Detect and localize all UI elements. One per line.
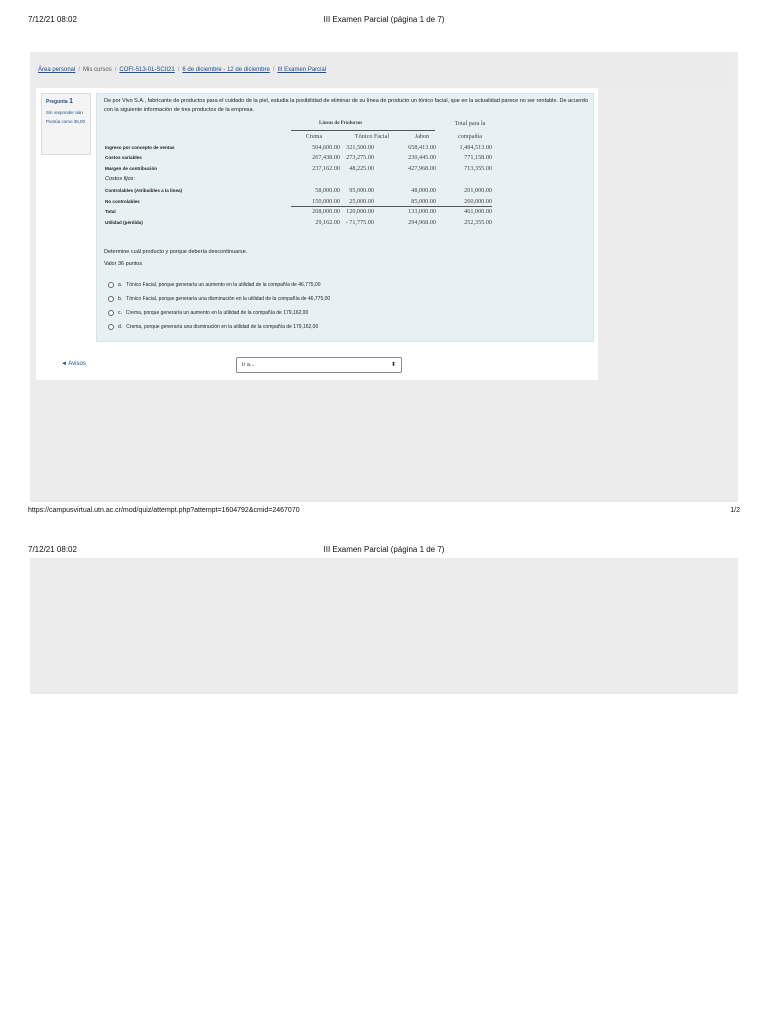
answer-letter: c. (118, 310, 122, 316)
table-row-label: Controlables (Atribuibles a la línea) (105, 187, 183, 193)
table-cell: - 71,775.00 (345, 219, 374, 227)
table-cell: 25,000.00 (349, 197, 374, 205)
table-row-label: Costos variables (105, 155, 142, 161)
table-cell: 252,355.00 (464, 219, 492, 227)
table-cell: 237,162.00 (312, 165, 340, 173)
table-cell: 1,484,513.00 (459, 143, 492, 151)
answer-text: Tónico Facial, porque generaría un aumento en la utilidad de la compañía de 46,775,00 (126, 282, 321, 288)
table-row (104, 196, 496, 207)
print-page-number: 1/2 (730, 507, 740, 514)
breadcrumb-courses[interactable]: Mis cursos (83, 67, 112, 73)
table-sum-line (291, 206, 492, 207)
answer-letter: d. (118, 324, 123, 330)
print-date-2: 7/12/21 08:02 (28, 545, 77, 554)
table-cell: 208,000.00 (312, 208, 340, 216)
table-row (104, 206, 496, 217)
answer-text: Crema, porque generaría un aumento en la utilidad de la compañía de 179,162,00 (125, 310, 309, 316)
table-cell: 713,355.00 (464, 165, 492, 173)
table-cell: 58,000.00 (315, 186, 340, 194)
table-row-label: No controlables (105, 198, 140, 204)
question-mark: Puntúa como 36,00 (46, 119, 86, 125)
table-header-row (104, 120, 496, 131)
table-cell: 658,413.00 (408, 143, 436, 151)
answer-text: Tónico Facial, porque generaría una disminución en la utilidad de la compañía de 46,775,00 (126, 296, 331, 302)
table-cell: 150,000.00 (312, 197, 340, 205)
question-value: Valor 36 puntos (104, 261, 143, 268)
table-cell: 273,275.00 (346, 154, 374, 162)
table-column-header: Jabon (414, 132, 430, 140)
select-arrows-icon: ⬍ (390, 362, 396, 368)
table-cell: 267,438.00 (312, 154, 340, 162)
table-cell: 133,000.00 (408, 208, 436, 216)
answer-options (108, 278, 330, 334)
table-total-header-2: compañía (457, 132, 483, 140)
question-number: Pregunta 1 (46, 98, 73, 105)
table-cell: 48,000.00 (411, 186, 436, 194)
question-info-panel (41, 93, 91, 155)
table-row-label: Margen de contribución (105, 166, 158, 172)
table-column-header: Tónico Facial (354, 132, 390, 140)
prev-activity-link[interactable]: ◄ Avisos (61, 361, 86, 367)
table-total-header: Total para la (454, 120, 486, 127)
table-cell: 230,445.00 (408, 154, 436, 162)
table-row (104, 163, 496, 174)
question-instruction: Determine cuál producto y porque debería descontinuarse. (104, 249, 248, 255)
breadcrumb-home[interactable]: Área personal (38, 67, 76, 73)
table-group-header: Líneas de Productos (319, 121, 363, 126)
table-row (104, 142, 496, 153)
breadcrumb: Área personal / Mis cursos / COFI-513-01-SCII21 / 6 de diciembre - 12 de diciembre / III Examen Parcial (38, 67, 327, 73)
table-row (104, 174, 496, 185)
table-row (104, 152, 496, 163)
answer-option-a[interactable] (108, 278, 330, 292)
answer-letter: b. (118, 296, 123, 302)
table-cell: 260,000.00 (464, 197, 492, 205)
table-cell: 95,000.00 (349, 186, 374, 194)
answer-option-b[interactable] (108, 292, 330, 306)
question-state: Sin responder aún (46, 109, 83, 115)
radio-button[interactable] (108, 310, 114, 316)
table-row-label: Costos fijos: (105, 175, 135, 182)
table-column-header-row (104, 131, 496, 142)
table-cell: 201,000.00 (464, 186, 492, 194)
answer-option-d[interactable] (108, 320, 330, 334)
radio-button[interactable] (108, 296, 114, 302)
table-column-header: Crema (305, 132, 323, 140)
print-title: III Examen Parcial (página 1 de 7) (323, 15, 445, 24)
table-cell: 294,968.00 (408, 219, 436, 227)
print-footer (28, 507, 740, 514)
table-row-label: Ingreso por concepto de ventas (105, 144, 175, 150)
question-text: De por Vivo S.A., fabricante de productos para el cuidado de la piel, estudia la posibilidad de eliminar de su línea de producto un tónico facial, que en la actualidad parece no ser rentable. De acuerdo con la siguiente información de tres productos de la empresa. (104, 98, 588, 113)
table-row (104, 217, 496, 228)
table-cell: 48,225.00 (349, 165, 374, 173)
table-cell: 120,000.00 (346, 208, 374, 216)
jump-to-placeholder: Ir a... (242, 362, 255, 368)
table-cell: 427,968.00 (408, 165, 436, 173)
table-row-label: Utilidad (pérdida) (105, 220, 143, 226)
table-row-label: Total (105, 209, 116, 215)
breadcrumb-course[interactable]: COFI-513-01-SCII21 (119, 67, 175, 73)
answer-option-c[interactable] (108, 306, 330, 320)
table-cell: 321,500.00 (346, 143, 374, 151)
jump-to-select[interactable] (236, 357, 402, 373)
table-cell: 771,158.00 (464, 154, 492, 162)
breadcrumb-week[interactable]: 6 de diciembre - 12 de diciembre (182, 67, 270, 73)
financial-table (104, 120, 496, 228)
radio-button[interactable] (108, 324, 114, 330)
answer-text: Crema, porque generaría una disminución en la utilidad de la compañía de 179,162,00 (126, 324, 319, 330)
page-background-2 (30, 558, 738, 694)
print-date: 7/12/21 08:02 (28, 15, 77, 24)
table-cell: 504,600.00 (312, 143, 340, 151)
table-cell: 85,000.00 (411, 197, 436, 205)
breadcrumb-quiz[interactable]: III Examen Parcial (277, 67, 327, 73)
print-url: https://campusvirtual.utn.ac.cr/mod/quiz/attempt.php?attempt=1604792&cmid=2467070 (28, 507, 300, 514)
table-cell: 29,162.00 (315, 219, 340, 227)
question-prompt (104, 246, 247, 270)
table-row (104, 185, 496, 196)
table-cell: 461,000.00 (464, 208, 492, 216)
radio-button[interactable] (108, 282, 114, 288)
answer-letter: a. (118, 282, 123, 288)
print-title-2: III Examen Parcial (página 1 de 7) (323, 545, 445, 554)
